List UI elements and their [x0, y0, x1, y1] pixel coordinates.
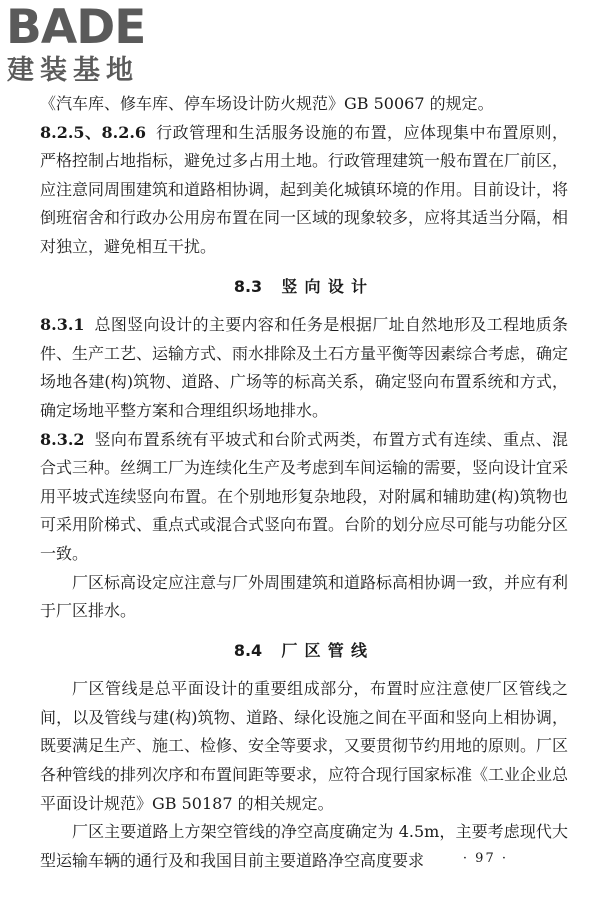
section-heading-8-3 [40, 273, 568, 302]
section-title: 竖向设计 [281, 276, 375, 296]
paragraph [40, 818, 568, 875]
clause-text: 竖向布置系统有平坡式和台阶式两类，布置方式有连续、重点、混合式三种。丝绸工厂为连续化生产及考虑到车间运输的需要，竖向设计宜采用平坡式连续竖向布置。在个别地形复杂地段，对附属和辅助建(构)筑物也可采用阶梯式、重点式或混合式竖向布置。台阶的划分应尽可能与功能分区一致。 [40, 429, 569, 563]
clause-text: 总图竖向设计的主要内容和任务是根据厂址自然地形及工程地质条件、生产工艺、运输方式、雨水排除及土石方量平衡等因素综合考虑，确定场地各建(构)筑物、道路、广场等的标高关系，确定竖向布置系统和方式，确定场地平整方案和合理组织场地排水。 [40, 315, 569, 420]
paragraph [40, 569, 568, 626]
clause-number: 8.2.5、8.2.6 [40, 122, 147, 142]
clause-text: 行政管理和生活服务设施的布置，应体现集中布置原则，严格控制占地指标，避免过多占用土地。行政管理建筑一般布置在厂前区，应注意同周围建筑和道路相协调，起到美化城镇环境的作用。目前设计，将倒班宿舍和行政办公用房布置在同一区域的现象较多，应将其适当分隔，相对独立，避免相互干扰。 [40, 122, 569, 256]
clause-number: 8.3.1 [40, 315, 85, 335]
section-heading-8-4 [40, 637, 568, 666]
paragraph [40, 675, 568, 818]
page-number: · 97 · [462, 851, 508, 866]
document-body [40, 90, 568, 875]
paragraph-text: 厂区标高设定应注意与厂外周围建筑和道路标高相协调一致，并应有利于厂区排水。 [40, 572, 569, 621]
clause-8-3-2 [40, 426, 568, 569]
clause-number: 8.3.2 [40, 429, 85, 449]
logo-subtitle: 建装基地 [7, 55, 139, 86]
section-title: 厂区管线 [281, 640, 375, 660]
paragraph-text: 《汽车库、修车库、停车场设计防火规范》GB 50067 的规定。 [40, 94, 494, 113]
paragraph-text: 厂区管线是总平面设计的重要组成部分，布置时应注意使厂区管线之间，以及管线与建(构)筑物、道路、绿化设施之间在平面和竖向上相协调，既要满足生产、施工、检修、安全等要求，又要贯彻节约用地的原则。厂区各种管线的排列次序和布置间距等要求，应符合现行国家标准《工业企业总平面设计规范》GB 50187 的相关规定。 [40, 679, 569, 813]
section-number: 8.4 [233, 640, 263, 660]
logo-brand-text: BADE [6, 0, 146, 55]
section-number: 8.3 [233, 276, 263, 296]
publisher-logo [6, 0, 176, 88]
paragraph [40, 90, 568, 119]
clause-8-2-5 [40, 119, 568, 262]
paragraph-text: 厂区主要道路上方架空管线的净空高度确定为 4.5m，主要考虑现代大型运输车辆的通行及和我国目前主要道路净空高度要求 [40, 822, 568, 870]
clause-8-3-1 [40, 311, 568, 425]
